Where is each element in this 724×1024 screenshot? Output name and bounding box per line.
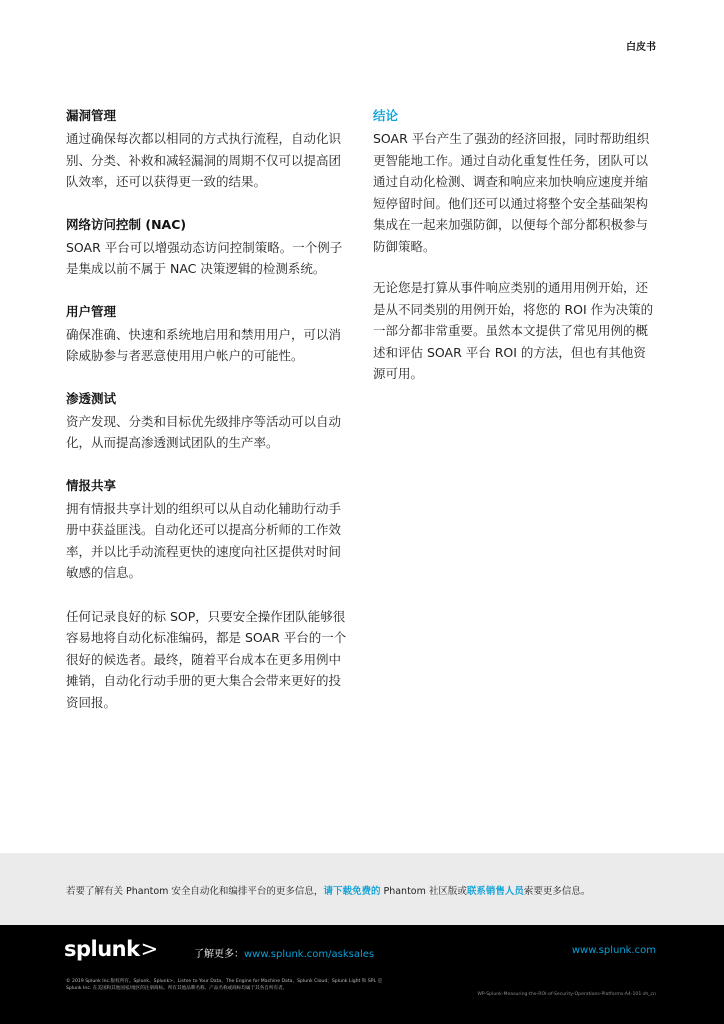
doc-type-label: 白皮书 [626,42,656,53]
learn-more-label: 了解更多： [194,949,244,960]
learn-more [194,945,374,960]
right-column [373,106,657,407]
section-body: 资产发现、分类和目标优先级排序等活动可以自动化，从而提高渗透测试团队的生产率。 [66,413,342,450]
section-body: 通过确保每次都以相同的方式执行流程，自动化识别、分类、补救和减轻漏洞的周期不仅可以提高团队效率，还可以获得更一致的结果。 [66,131,342,189]
closing-paragraph: 任何记录良好的标 SOP，只要安全操作团队能够很容易地将自动化标准编码，都是 SOAR 平台的一个很好的候选者。最终，随着平台成本在更多用例中摊销，自动化行动手册的更大集合会带来更好的投资回报。 [66,608,347,710]
asksales-link[interactable]: www.splunk.com/asksales [244,949,375,960]
section-nac [66,215,350,280]
chevron-right-icon: > [140,937,158,961]
section-body: 拥有情报共享计划的组织可以从自动化辅助行动手册中获益匪浅。自动化还可以提高分析师的工作效率，并以比手动流程更快的速度向社区提供对时间敏感的信息。 [66,500,342,580]
legal-line: Splunk Inc. 在美国和其他国家/地区的注册商标。所有其他品牌名称、产品名称或商标均属于其各自所有者。 [66,986,288,991]
cta-text [66,883,590,897]
document-id: WP-Splunk-Measuring-the-ROI-of-Security-Operations-Platforms-A4-101-zh_cn [477,992,656,997]
logo-wordmark: splunk [64,937,140,961]
section-closing [66,606,350,714]
section-heading: 情报共享 [66,477,117,493]
splunk-logo[interactable] [64,937,158,961]
section-penetration-testing [66,389,350,454]
legal-line: © 2019 Splunk Inc.版权所有。Splunk、Splunk>、Listen to Your Data、The Engine for Machine Data、Splunk Cloud、Splunk Light 和 SPL 是 [66,979,383,984]
section-intel-sharing [66,476,350,584]
section-heading: 渗透测试 [66,390,117,406]
section-conclusion [373,106,657,385]
cta-prefix: 若要了解有关 Phantom 安全自动化和编排平台的更多信息， [66,886,324,897]
splunk-site-link[interactable]: www.splunk.com [571,945,656,956]
section-user-management [66,302,350,367]
section-body: SOAR 平台可以增强动态访问控制策略。一个例子是集成以前不属于 NAC 决策逻辑的检测系统。 [66,239,343,276]
section-heading: 漏洞管理 [66,108,117,123]
section-vulnerability-management [66,106,350,193]
cta-middle: Phantom 社区版或 [380,886,467,897]
section-heading: 用户管理 [66,303,117,319]
legal-notice [66,978,446,992]
cta-band [0,853,724,925]
cta-suffix: 索要更多信息。 [523,886,591,897]
conclusion-heading: 结论 [373,108,399,123]
section-body: 确保准确、快速和系统地启用和禁用用户，可以消除威胁参与者恶意使用用户帐户的可能性。 [66,326,342,363]
contact-sales-link[interactable]: 联系销售人员 [466,886,524,897]
section-heading: 网络访问控制 (NAC) [66,216,187,232]
footer [0,925,724,1024]
conclusion-paragraph-1: SOAR 平台产生了强劲的经济回报，同时帮助组织更智能地工作。通过自动化重复性任务，团队可以通过自动化检测、调查和响应来加快响应速度并缩短停留时间。他们还可以通过将整个安全基础架构集成在一起来加强防御，以便每个部分都积极参与防御策略。 [373,131,650,254]
conclusion-paragraph-2: 无论您是打算从事件响应类别的通用用例开始，还是从不同类别的用例开始，将您的 ROI 作为决策的一部分都非常重要。虽然本文提供了常见用例的概述和评估 SOAR 平台 ROI 的方法，但也有其他资源可用。 [373,280,654,381]
left-column [66,106,350,735]
download-community-link[interactable]: 请下载免费的 [323,886,381,897]
